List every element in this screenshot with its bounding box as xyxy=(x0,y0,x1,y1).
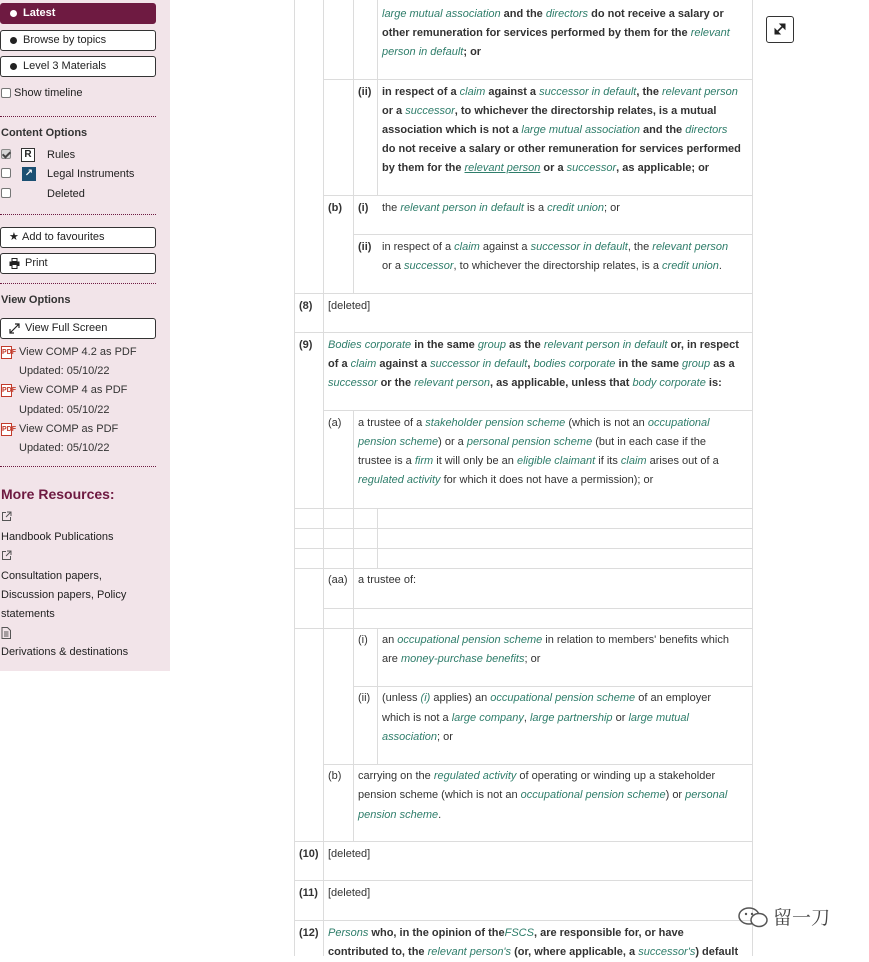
bullet-icon xyxy=(10,63,17,70)
provision-text-line: do not receive a salary or other remuneration for services performed xyxy=(382,143,741,155)
provision-text-line: [deleted] xyxy=(328,848,371,860)
item-letter: (b) xyxy=(328,770,342,782)
legal-instrument-icon: ↗ xyxy=(22,167,36,181)
document-icon xyxy=(1,627,11,642)
watermark: 留一刀 xyxy=(737,903,830,930)
provision-text-line: trustee is a firm it will only be an eligible claimant if its claim arises out of a xyxy=(358,455,719,467)
item-letter: (aa) xyxy=(328,574,348,586)
item-letter: (a) xyxy=(328,417,342,429)
row-line xyxy=(323,79,753,80)
sub-item-number: (ii) xyxy=(358,692,371,704)
content-options-heading: Content Options xyxy=(1,127,88,139)
row-line xyxy=(294,568,753,569)
column-line xyxy=(377,628,378,764)
provision-text-line: large mutual association and the directors do not receive a salary or xyxy=(382,8,724,20)
latest-button[interactable]: Latest xyxy=(0,3,156,24)
legal-instruments-label: Legal Instruments xyxy=(47,168,135,180)
paragraph-number: (12) xyxy=(299,927,319,939)
sub-item-number: (ii) xyxy=(358,241,372,253)
deleted-label: Deleted xyxy=(47,188,85,200)
view-full-screen-button[interactable]: View Full Screen xyxy=(0,318,156,339)
row-line xyxy=(323,764,753,765)
divider xyxy=(0,466,156,467)
row-line xyxy=(353,686,753,687)
provision-text-line: in respect of a claim against a successor in default, the relevant person xyxy=(382,86,738,98)
provision-text-line: association which is not a large mutual association and the directors xyxy=(382,124,728,136)
derivations-destinations-link[interactable]: Derivations & destinations xyxy=(1,646,129,658)
provision-text-line: contributed to, the relevant person's (or, where applicable, a successor's) default xyxy=(328,946,739,958)
item-letter: (b) xyxy=(328,202,343,214)
browse-by-topics-button[interactable]: Browse by topics xyxy=(0,30,156,51)
provision-text-line: in respect of a claim against a successor in default, the relevant person xyxy=(382,241,729,253)
provision-text-line: pension scheme) or a personal pension scheme (but in each case if the xyxy=(358,436,706,448)
external-link-icon xyxy=(1,511,12,525)
rules-label: Rules xyxy=(47,149,76,161)
show-timeline-checkbox[interactable] xyxy=(1,88,11,98)
row-line xyxy=(353,234,753,235)
print-button[interactable]: Print xyxy=(0,253,156,274)
provision-text-line: (unless (i) applies) an occupational pension scheme of an employer xyxy=(382,692,712,704)
provision-text-line: by them for the relevant person or a successor, as applicable; or xyxy=(382,162,710,174)
provision-table xyxy=(294,0,753,956)
provision-text-line: a trustee of: xyxy=(358,574,417,586)
column-line xyxy=(377,0,378,195)
provision-text-line: pension scheme. xyxy=(358,809,442,821)
sub-item-number: (ii) xyxy=(358,86,372,98)
provision-text-line: association; or xyxy=(382,731,453,743)
row-line xyxy=(323,410,753,411)
column-line xyxy=(353,0,354,293)
pdf-icon: PDF xyxy=(1,384,12,397)
divider xyxy=(0,283,156,284)
row-line xyxy=(294,548,753,549)
row-line xyxy=(294,628,753,629)
view-comp-4-pdf-link[interactable]: View COMP 4 as PDF xyxy=(19,384,128,396)
pdf-icon: PDF xyxy=(1,346,12,359)
paragraph-number: (11) xyxy=(299,887,318,899)
sub-item-number: (i) xyxy=(358,202,369,214)
provision-text-line: Persons who, in the opinion of theFSCS, are responsible for, or have xyxy=(328,927,684,939)
provision-text-line: regulated activity for which it does not have a permission); or xyxy=(358,474,654,486)
level-3-materials-button[interactable]: Level 3 Materials xyxy=(0,56,156,77)
row-line xyxy=(323,608,753,609)
external-link-icon xyxy=(1,550,12,564)
provision-text-line: a trustee of a stakeholder pension scheme (which is not an occupational xyxy=(358,417,710,429)
row-line xyxy=(323,195,753,196)
bullet-icon xyxy=(10,37,17,44)
view-comp-pdf-link[interactable]: View COMP as PDF xyxy=(19,423,119,435)
legal-instruments-checkbox[interactable] xyxy=(1,168,11,178)
column-line xyxy=(353,410,354,841)
deleted-checkbox[interactable] xyxy=(1,188,11,198)
table-border xyxy=(752,0,753,956)
expand-button[interactable] xyxy=(766,16,794,43)
column-line xyxy=(323,0,324,293)
printer-icon xyxy=(9,254,20,276)
add-to-favourites-button[interactable]: ★ Add to favourites xyxy=(0,227,156,248)
provision-text-line: which is not a large company, large partnership or large mutual xyxy=(382,712,689,724)
provision-text-line: an occupational pension scheme in relation to members' benefits which xyxy=(382,634,729,646)
pdf-updated-date: Updated: 05/10/22 xyxy=(19,442,110,454)
paragraph-number: (10) xyxy=(299,848,319,860)
provision-text-line: person in default; or xyxy=(382,46,482,58)
consultation-papers-link[interactable]: Consultation papers, Discussion papers, Policy statements xyxy=(1,570,127,620)
wechat-logo-icon xyxy=(737,906,769,928)
pdf-icon: PDF xyxy=(1,423,12,436)
divider xyxy=(0,116,156,117)
bullet-icon xyxy=(10,10,17,17)
provision-text-line: other remuneration for services performed by them for the relevant xyxy=(382,27,730,39)
row-line xyxy=(294,508,753,509)
pdf-updated-date: Updated: 05/10/22 xyxy=(19,365,110,377)
sidebar xyxy=(0,0,170,671)
provision-text-line: [deleted] xyxy=(328,887,371,899)
show-timeline-label: Show timeline xyxy=(14,87,83,99)
defined-term-link[interactable]: relevant person xyxy=(464,162,541,174)
paragraph-number: (9) xyxy=(299,339,313,351)
star-icon: ★ xyxy=(9,231,19,243)
pdf-updated-date: Updated: 05/10/22 xyxy=(19,404,110,416)
divider xyxy=(0,214,156,215)
column-line xyxy=(323,293,324,956)
row-line xyxy=(294,841,753,842)
rules-badge-icon: R xyxy=(21,148,35,162)
view-comp-4-2-pdf-link[interactable]: View COMP 4.2 as PDF xyxy=(19,346,137,358)
provision-text-line: successor or the relevant person, as applicable, unless that body corporate is: xyxy=(328,377,722,389)
provision-text-line: carrying on the regulated activity of operating or winding up a stakeholder xyxy=(358,770,716,782)
provision-text-line: or a successor, to whichever the directorship relates, is a mutual xyxy=(382,105,717,117)
more-resources-heading: More Resources: xyxy=(1,486,115,502)
paragraph-number: (8) xyxy=(299,300,313,312)
column-line xyxy=(377,508,378,568)
expand-arrows-icon xyxy=(767,17,793,42)
row-line xyxy=(294,880,753,881)
row-line xyxy=(294,528,753,529)
row-line xyxy=(294,332,753,333)
expand-icon xyxy=(9,319,20,341)
row-line xyxy=(294,920,753,921)
table-border xyxy=(294,0,295,956)
row-line xyxy=(294,293,753,294)
view-options-heading: View Options xyxy=(1,294,71,306)
provision-text-line: of a claim against a successor in default, bodies corporate in the same group as a xyxy=(328,358,735,370)
provision-text-line: [deleted] xyxy=(328,300,371,312)
provision-text-line: the relevant person in default is a credit union; or xyxy=(382,202,620,214)
provision-text-line: pension scheme (which is not an occupational pension scheme) or personal xyxy=(358,789,728,801)
provision-text-line: or a successor, to whichever the directorship relates, is a credit union. xyxy=(382,260,722,272)
handbook-publications-link[interactable]: Handbook Publications xyxy=(1,531,114,543)
provision-text-line: Bodies corporate in the same group as the relevant person in default or, in respect xyxy=(328,339,739,351)
rules-checkbox[interactable] xyxy=(1,149,11,159)
provision-text-line: are money-purchase benefits; or xyxy=(382,653,541,665)
sub-item-number: (i) xyxy=(358,634,368,646)
